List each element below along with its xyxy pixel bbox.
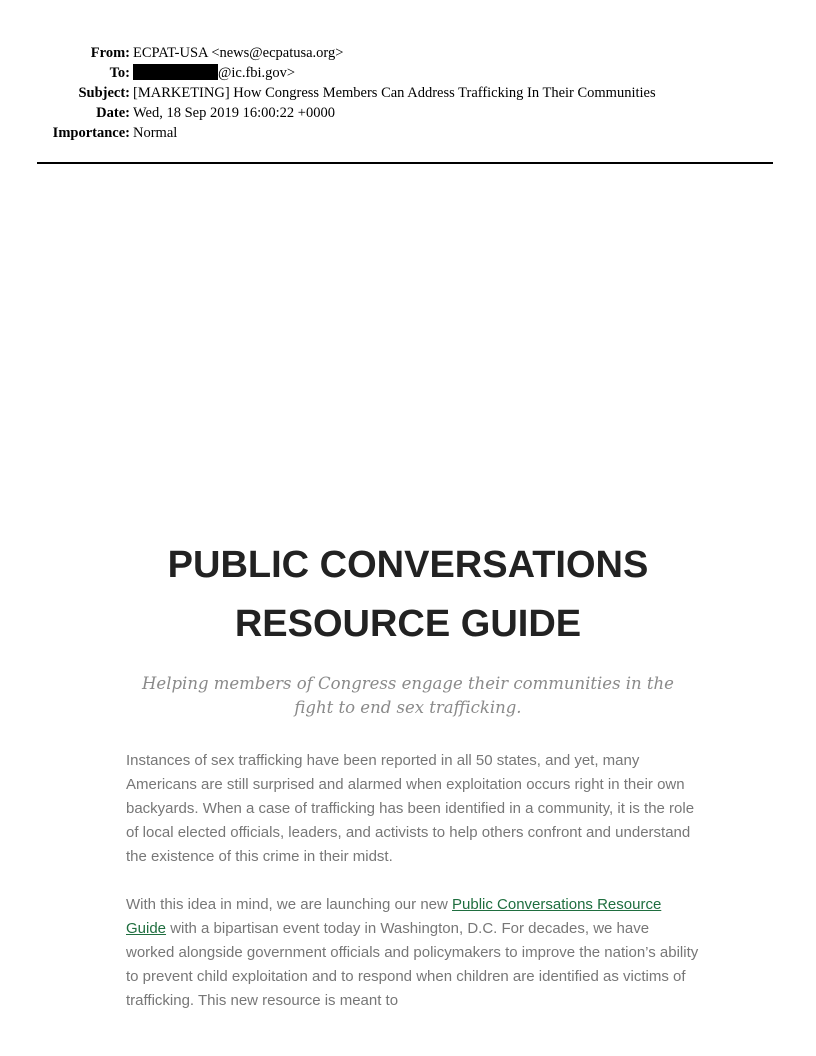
- subject-row: [0, 83, 816, 103]
- to-row: [0, 63, 816, 83]
- date-label: Date:: [96, 105, 130, 121]
- title-line-2: RESOURCE GUIDE: [234, 603, 582, 645]
- paragraph-2: [126, 893, 700, 1013]
- email-header: [0, 43, 816, 143]
- subject-value: [MARKETING] How Congress Members Can Address Trafficking In Their Communities: [133, 85, 656, 101]
- to-value-wrap: [133, 63, 295, 83]
- header-divider: [37, 162, 773, 164]
- importance-label: Importance:: [52, 125, 130, 141]
- from-value: ECPAT-USA <news@ecpatusa.org>: [133, 45, 344, 61]
- from-label: From:: [90, 45, 130, 61]
- paragraph-2-rest: with a bipartisan event today in Washington, D.C. For decades, we have worked alongside government officials and policymakers to improve the nation’s ability to prevent child exploitation and to respond when children are identified as victims of trafficking. This new resource is meant to: [126, 920, 699, 1009]
- date-row: [0, 103, 816, 123]
- importance-value: Normal: [133, 125, 178, 141]
- subject-label: Subject:: [78, 85, 130, 101]
- from-row: [0, 43, 816, 63]
- page-title: [0, 536, 816, 654]
- to-value: @ic.fbi.gov>: [218, 65, 296, 81]
- subtitle: Helping members of Congress engage their communities in the fight to end sex trafficking.: [142, 674, 674, 717]
- date-value: Wed, 18 Sep 2019 16:00:22 +0000: [133, 105, 335, 121]
- paragraph-2-intro: With this idea in mind, we are launching our new: [126, 896, 453, 913]
- title-line-1: PUBLIC CONVERSATIONS: [167, 544, 649, 586]
- redaction-box: [133, 64, 218, 80]
- to-label: To:: [109, 65, 130, 81]
- importance-row: [0, 123, 816, 143]
- resource-guide-link[interactable]: Public Conversations Resource Guide: [126, 896, 662, 937]
- paragraph-1: Instances of sex trafficking have been reported in all 50 states, and yet, many Americans are still surprised and alarmed when exploitation occurs right in their own backyards. When a case of trafficking has been identified in a community, it is the role of local elected officials, leaders, and activists to help others confront and understand the existence of this crime in their midst.: [126, 752, 695, 865]
